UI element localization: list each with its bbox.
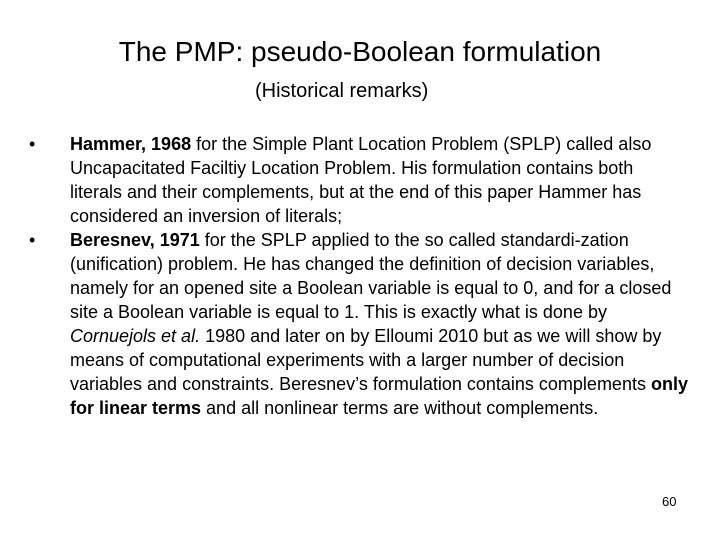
bullet-text-part-3: and all nonlinear terms are without complements.: [201, 398, 599, 418]
bullet-item-hammer: [29, 132, 690, 228]
bullet-list: [29, 132, 690, 420]
bullet-emphasis: only for linear terms: [70, 374, 688, 418]
bullet-item-beresnev: [29, 228, 690, 420]
bullet-citation: Cornuejols et al.: [70, 326, 201, 346]
bullet-text: for the Simple Plant Location Problem (SPLP) called also Uncapacitated Faciltiy Location Problem. His formulation contains both literals and their complements, but at the end of this paper Hammer has considered an inversion of literals;: [70, 134, 652, 226]
bullet-text-part-2: 1980 and later on by Elloumi 2010 but as we will show by means of computational experiments with a larger number of decision variables and constraints. Beresnev’s formulation contains complements: [70, 326, 662, 394]
bullet-author: Beresnev, 1971: [70, 230, 200, 250]
slide-title: The PMP: pseudo-Boolean formulation: [118, 36, 602, 67]
page-number: 60: [662, 494, 677, 509]
bullet-icon: •: [29, 134, 36, 154]
bullet-text-part-1: for the SPLP applied to the so called standardi-zation (unification) problem. He has changed the definition of decision variables, namely for an opened site a Boolean variable is equal to 0, and for a closed site a Boolean variable is equal to 1. This is exactly what is done by: [70, 230, 672, 322]
bullet-author: Hammer, 1968: [70, 134, 192, 154]
slide-subtitle: (Historical remarks): [255, 80, 429, 102]
bullet-icon: •: [29, 230, 36, 250]
